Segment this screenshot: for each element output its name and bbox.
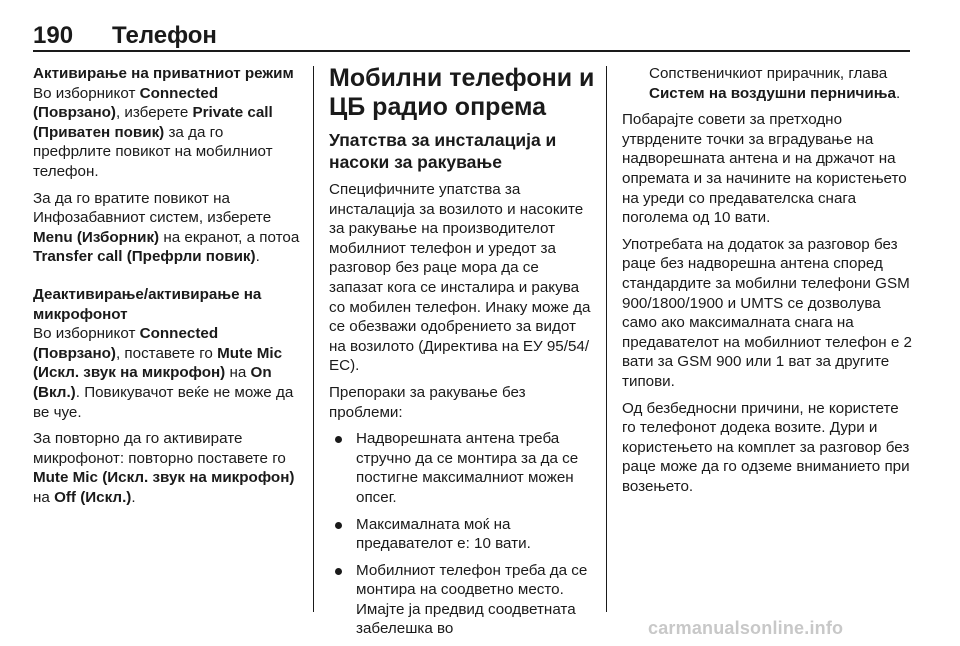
column-divider-2 [606,66,607,612]
bullet-icon [335,522,342,529]
menu-term: Mute Mic (Искл. звук на микрофон) [33,344,283,382]
menu-term: On (Вкл.) [33,364,272,401]
recommendations-list [329,429,595,639]
chapter-reference: Систем на воздушни перничиња [649,84,896,102]
paragraph: Во изборникот Connected (Поврзано), изберете Private call (Приватен повик) за да го префрлите повикот на мобилниот телефон. [33,84,273,180]
paragraph: За повторно да го активирате микрофонот: повторно поставете го Mute Mic (Искл. звук на микрофон) на Off (Искл.). [33,430,295,506]
bullet-icon [335,436,342,443]
menu-term: Connected (Поврзано) [33,325,219,362]
section-heading-private-mode: Активирање на приватниот режим [33,65,294,82]
paragraph: Од безбедносни причини, не користете го телефонот додека возите. Дури и користењето на комплет за разговор без раце може да го одземе вниманието при возењето. [622,399,910,495]
paragraph: Побарајте совети за претходно утврдените точки за вградување на надворешната антена и на држачот на опремата и за начините на користењето на уреди со предавателска снага поголема од 10 вати. [622,111,907,227]
bullet-icon [335,568,342,575]
column-3 [622,64,914,503]
page-number: 190 [33,22,74,49]
list-item: Максималната моќ на предавателот е: 10 вати. [329,515,595,554]
paragraph: Во изборникот Connected (Поврзано), поставете го Mute Mic (Искл. звук на микрофон) на On (Вкл.). Повикувачот веќе не може да ве чуе. [33,325,294,421]
bullet-continuation: Сопственичкиот прирачник, глава Систем на воздушни перничиња. [649,65,901,102]
menu-term: Menu (Изборник) [33,228,160,246]
page-header [33,22,909,52]
list-item: Мобилниот телефон треба да се монтира на соодветно место. Имајте ја предвид соодветната забелешка во [329,561,595,639]
list-item: Надворешната антена треба стручно да се монтира за да се постигне максималниот можен опсег. [329,429,595,507]
paragraph: Препораки за ракување без проблеми: [329,383,526,421]
column-1 [33,64,301,514]
menu-term: Private call (Приватен повик) [33,104,273,141]
section-title-mobile-phones: Мобилни телефони и ЦБ радио опрема [329,64,595,121]
menu-term: Off (Искл.) [54,488,132,506]
header-divider [33,50,910,52]
section-subtitle-installation: Упатства за инсталација и насоки за ракување [329,130,557,172]
paragraph: Специфичните упатства за инсталација за возилото и насоките за ракување на производителот мобилниот телефон и уредот за разговор без раце мора да се запазат кога се инсталира и ракува со мобилен телефон. Инаку може да се обезважи одобрението за видот на возилото (Директива на ЕУ 95/54/ЕС). [329,181,591,375]
paragraph: За да го вратите повикот на Инфозабавниот систем, изберете Menu (Изборник) на екранот, а потоа Transfer call (Префрли повик). [33,189,300,266]
page-title: Телефон [112,22,217,49]
column-divider-1 [313,66,314,612]
menu-term: Connected (Поврзано) [33,84,219,122]
menu-term: Mute Mic (Искл. звук на микрофон) [33,469,295,487]
column-2 [329,64,595,646]
watermark: carmanualsonline.info [648,618,844,638]
menu-term: Transfer call (Префрли повик) [33,248,256,266]
section-heading-microphone: Деактивирање/активирање на микрофонот [33,285,262,323]
paragraph: Употребата на додаток за разговор без раце без надворешна антена според стандардите за мобилни телефони GSM 900/1800/1900 и UMTS се дозволува само ако максималната снага на предавателот на мобилниот телефон е 2 вати за GSM 900 или 1 ват за другите типови. [622,235,912,390]
